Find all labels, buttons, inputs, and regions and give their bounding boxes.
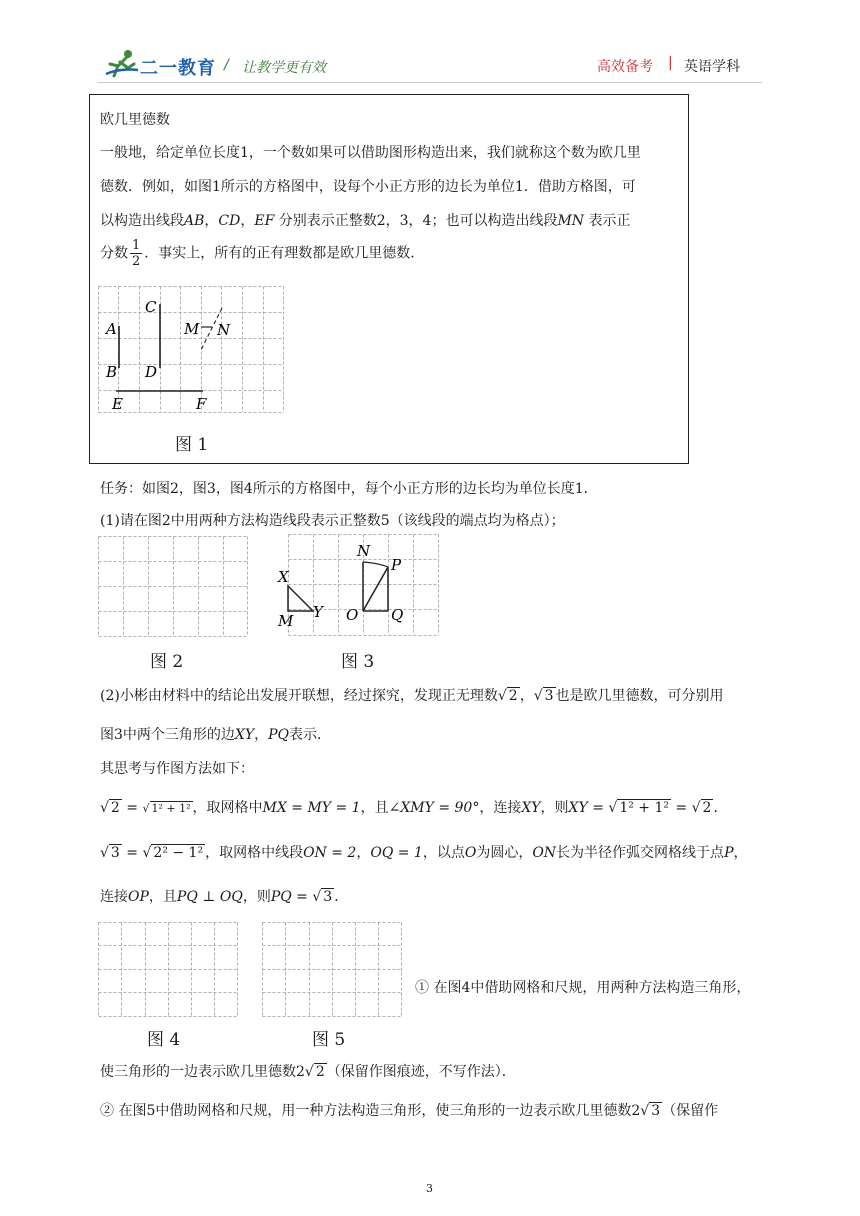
label-c: C xyxy=(145,298,157,316)
text: 分别表示正整数2，3，4；也可以构造出线段 xyxy=(274,213,558,229)
text: = xyxy=(121,845,143,861)
segment-ab: AB xyxy=(184,213,205,229)
radicand: 1² + 1² xyxy=(619,800,669,816)
page-number: 3 xyxy=(426,1182,433,1195)
math: OP xyxy=(128,889,149,905)
text: ，以点 xyxy=(422,845,465,861)
method-title: 其思考与作图方法如下： xyxy=(100,761,254,777)
numerator: 1 xyxy=(132,238,141,253)
header-tag-exam: 高效备考 xyxy=(597,59,653,75)
math: XY = xyxy=(568,800,609,816)
math: XY xyxy=(521,800,541,816)
slogan: 让教学更有效 xyxy=(242,60,326,76)
header-divider xyxy=(98,82,762,83)
label-b: B xyxy=(106,363,118,381)
box-paragraph-line-4 xyxy=(100,238,424,269)
header-separator: | xyxy=(668,55,673,71)
triangle-xmy xyxy=(288,586,313,611)
sqrt-expression: √ 2² − 1² xyxy=(142,845,204,861)
header-slash: / xyxy=(224,57,229,73)
label-n: N xyxy=(357,542,371,560)
sub-question-1-start: ① 在图4中借助网格和尺规，用两种方法构造三角形， xyxy=(415,980,751,996)
box-title: 欧几里德数 xyxy=(100,112,170,128)
text: ， xyxy=(356,845,371,861)
sqrt-3: √ 3 xyxy=(533,688,554,704)
coefficient: 2 xyxy=(296,1064,305,1080)
math: O xyxy=(464,845,477,861)
text: （保留作 xyxy=(662,1103,719,1119)
coefficient: 2 xyxy=(631,1103,641,1119)
equation-line-2 xyxy=(100,842,747,862)
segment-ef: EF xyxy=(254,213,275,229)
sqrt-2: √ 2 xyxy=(304,1064,325,1080)
text: 也是欧几里德数，可分别用 xyxy=(555,688,724,704)
radicand: 2 xyxy=(315,1064,325,1080)
figure-4-caption: 图 4 xyxy=(147,1030,181,1050)
box-paragraph-line-2: 德数．例如，如图1所示的方格图中，设每个小正方形的边长为单位1．借助方格图，可 xyxy=(100,179,636,195)
sqrt-3: √ 3 xyxy=(312,889,333,905)
label-p: P xyxy=(391,556,402,574)
denominator: 2 xyxy=(132,254,141,269)
text: ② 在图5中借助网格和尺规，用一种方法构造三角形，使三角形的一边表示欧几里德数 xyxy=(100,1103,632,1119)
radicand: 3 xyxy=(323,889,333,905)
label-o: O xyxy=(346,606,359,624)
figure-5-caption: 图 5 xyxy=(312,1030,346,1050)
header-logo xyxy=(104,48,140,82)
math: ON xyxy=(532,845,557,861)
label-e: E xyxy=(112,395,123,413)
text: ，连接 xyxy=(479,800,522,816)
text: 长为半径作弧交网格线于点 xyxy=(556,845,725,861)
sub-question-2 xyxy=(100,1100,718,1120)
figure-3-caption: 图 3 xyxy=(341,652,375,672)
label-q: Q xyxy=(391,606,404,624)
text: 表示． xyxy=(289,727,332,743)
radicand: 3 xyxy=(544,688,554,704)
equation-line-3 xyxy=(100,886,348,906)
figure-4 xyxy=(98,922,240,1018)
sub-question-1-cont xyxy=(100,1061,516,1081)
math: MX = MY = 1 xyxy=(262,800,361,816)
math: PQ = xyxy=(270,889,313,905)
text: ， xyxy=(519,688,534,704)
math: OQ = 1 xyxy=(370,845,423,861)
sqrt-2: √ 2 xyxy=(100,800,120,816)
text: （保留作图痕迹，不写作法）． xyxy=(326,1064,516,1080)
text: ， xyxy=(240,213,255,229)
figure-2 xyxy=(98,536,250,638)
figure-1 xyxy=(98,286,288,416)
logo-text: 二一教育 xyxy=(140,58,216,79)
figure-2-caption: 图 2 xyxy=(150,652,184,672)
text: = xyxy=(670,800,692,816)
figure-5 xyxy=(262,922,404,1018)
text: ，则 xyxy=(540,800,569,816)
sqrt-2: √ 2 xyxy=(497,688,518,704)
text: ， xyxy=(204,213,219,229)
text: ， xyxy=(733,845,748,861)
text: ，取网格中线段 xyxy=(205,845,304,861)
segment-xy: XY xyxy=(234,727,255,743)
label-d: D xyxy=(145,363,158,381)
text: 分数 xyxy=(100,245,128,262)
text: (2)小彬由材料中的结论出发展开联想，经过探究，发现正无理数 xyxy=(100,688,498,704)
math: PQ ⊥ OQ xyxy=(176,889,243,905)
question-1: (1)请在图2中用两种方法构造线段表示正整数5（该线段的端点均为格点）； xyxy=(100,513,565,529)
text: = xyxy=(121,800,143,816)
sqrt-3: √ 3 xyxy=(100,845,120,861)
sqrt-expression: √ 1² + 1² xyxy=(608,800,669,816)
segment-pq: PQ xyxy=(268,727,290,743)
label-a: A xyxy=(106,320,117,338)
running-figure-icon xyxy=(104,48,140,78)
text: ． xyxy=(334,889,349,905)
arc-np xyxy=(363,562,388,567)
figure-1-caption: 图 1 xyxy=(175,435,209,455)
text: 以构造出线段 xyxy=(100,213,184,229)
fraction-one-half xyxy=(130,238,142,269)
figure-3 xyxy=(270,534,442,638)
segment-cd: CD xyxy=(218,213,241,229)
text: 使三角形的一边表示欧几里德数 xyxy=(100,1064,296,1080)
question-2-line-2 xyxy=(100,724,331,744)
sqrt-expression: √ 1² + 1² xyxy=(142,802,191,815)
text: ，取网格中 xyxy=(192,800,263,816)
radicand: 3 xyxy=(651,1103,661,1119)
task-statement: 任务：如图2，图3，图4所示的方格图中，每个小正方形的边长均为单位长度1． xyxy=(100,481,598,497)
math: ON = 2 xyxy=(303,845,357,861)
text: ．事实上，所有的正有理数都是欧几里德数． xyxy=(144,245,425,262)
text: 图3中两个三角形的边 xyxy=(100,727,235,743)
text: 为圆心， xyxy=(476,845,533,861)
label-x: X xyxy=(278,568,289,586)
label-y: Y xyxy=(313,603,323,621)
radicand: 2² − 1² xyxy=(153,845,204,861)
equation-line-1 xyxy=(100,797,727,817)
radicand: 1² + 1² xyxy=(151,802,191,815)
label-m: M xyxy=(184,320,200,338)
radicand: 2 xyxy=(702,800,712,816)
text: ，则 xyxy=(242,889,271,905)
text: ， xyxy=(254,727,269,743)
math-angle: ∠XMY = 90° xyxy=(388,800,480,816)
text: 表示正 xyxy=(584,213,631,229)
question-2-line-1 xyxy=(100,685,724,705)
radicand: 2 xyxy=(110,800,120,816)
label-n: N xyxy=(217,321,231,339)
sqrt-3: √ 3 xyxy=(640,1103,661,1119)
box-paragraph-line-3 xyxy=(100,210,631,230)
math: P xyxy=(724,845,734,861)
radicand: 3 xyxy=(110,845,120,861)
text: 连接 xyxy=(100,889,128,905)
text: ． xyxy=(713,800,728,816)
segment-mn: MN xyxy=(557,213,585,229)
radicand: 2 xyxy=(508,688,518,704)
sqrt-2: √ 2 xyxy=(691,800,712,816)
segment-op xyxy=(363,567,388,611)
text: ，且 xyxy=(148,889,177,905)
header-tag-subject: 英语学科 xyxy=(684,59,740,75)
label-m: M xyxy=(278,612,294,630)
box-paragraph-line-1: 一般地，给定单位长度1，一个数如果可以借助图形构造出来，我们就称这个数为欧几里 xyxy=(100,145,641,161)
text: ，且 xyxy=(360,800,389,816)
label-f: F xyxy=(196,395,207,413)
